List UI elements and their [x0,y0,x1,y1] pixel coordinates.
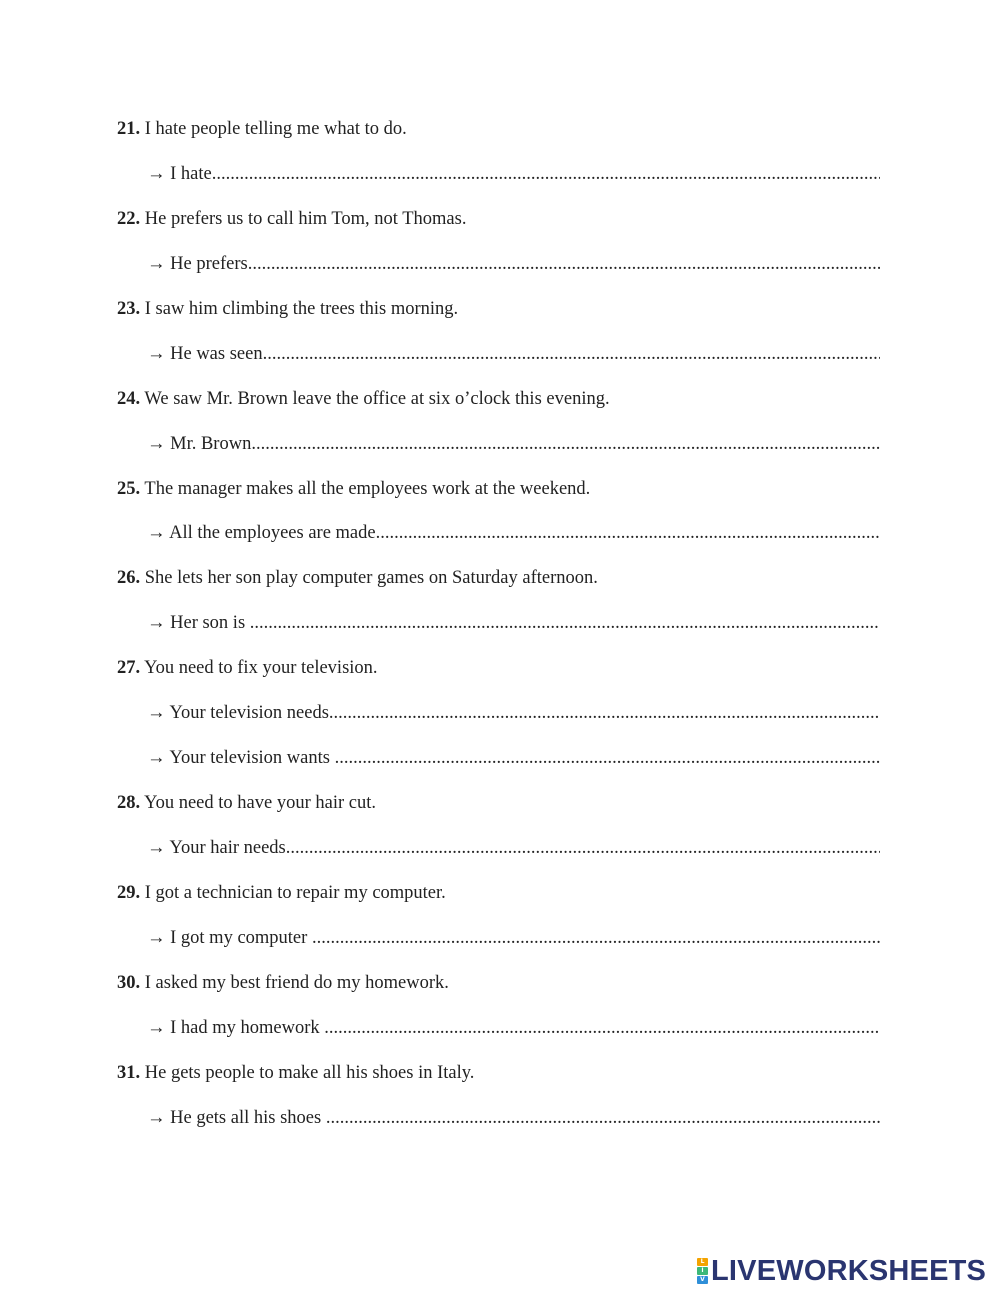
question-number: 31. [117,1063,141,1083]
logo-block: I [697,1267,708,1275]
question-27 [117,657,378,679]
answer-blank-field[interactable] [329,702,880,724]
question-26 [117,567,598,589]
answer-prompt: → Mr. Brown [147,434,252,454]
question-number: 28. [117,793,141,813]
question-number: 30. [117,973,141,993]
answer-prompt: → Your television needs [147,703,329,723]
question-29 [117,882,446,904]
question-number: 24. [117,389,141,409]
answer-line-26 [147,612,880,634]
question-31 [117,1062,474,1084]
answer-line-24 [147,433,880,455]
question-number: 29. [117,883,141,903]
question-number: 26. [117,568,141,588]
answer-line-31 [147,1107,880,1129]
answer-blank-field[interactable] [324,1017,880,1039]
answer-blank-field[interactable] [212,163,880,185]
question-number: 22. [117,209,141,229]
logo-text: LIVEWORKSHEETS [711,1255,987,1287]
answer-line-23 [147,343,880,365]
answer-blank-field[interactable] [250,612,880,634]
question-text: You need to have your hair cut. [144,793,376,813]
answer-prompt: → I hate [147,164,212,184]
question-text: I got a technician to repair my computer. [144,883,446,903]
logo-block: L [697,1258,708,1266]
question-text: I asked my best friend do my homework. [144,973,449,993]
answer-blank-field[interactable] [335,747,880,769]
question-28 [117,792,376,814]
answer-line-30 [147,1017,880,1039]
question-25 [117,478,590,500]
answer-prompt: → Your television wants [147,748,335,768]
question-text: He gets people to make all his shoes in Italy. [144,1063,475,1083]
question-text: You need to fix your television. [144,658,378,678]
question-number: 21. [117,119,141,139]
question-30 [117,972,449,994]
question-21 [117,118,407,140]
answer-prompt: → Her son is [147,613,250,633]
answer-blank-field[interactable] [286,837,880,859]
question-22 [117,208,466,230]
answer-prompt: → He prefers [147,254,248,274]
question-24 [117,388,610,410]
question-23 [117,298,458,320]
answer-blank-field[interactable] [312,927,880,949]
answer-blank-field[interactable] [326,1107,880,1129]
logo-block: V [697,1276,708,1284]
answer-prompt: → Your hair needs [147,838,286,858]
answer-line-21 [147,163,880,185]
answer-blank-field[interactable] [263,343,880,365]
logo-blocks-icon [697,1258,708,1284]
question-text: I hate people telling me what to do. [144,119,407,139]
answer-prompt: → He was seen [147,344,263,364]
answer-blank-field[interactable] [248,253,880,275]
answer-line-28 [147,837,880,859]
question-text: I saw him climbing the trees this morning. [144,299,459,319]
answer-line-27b [147,747,880,769]
answer-blank-field[interactable] [251,433,880,455]
answer-prompt: → I had my homework [147,1018,325,1038]
question-text: The manager makes all the employees work at the weekend. [144,479,591,499]
question-text: We saw Mr. Brown leave the office at six o’clock this evening. [144,389,610,409]
question-text: He prefers us to call him Tom, not Thomas. [144,209,467,229]
answer-line-25 [147,522,880,544]
answer-line-27a [147,702,880,724]
answer-prompt: → He gets all his shoes [147,1108,326,1128]
question-number: 23. [117,299,141,319]
question-text: She lets her son play computer games on Saturday afternoon. [144,568,598,588]
liveworksheets-logo [697,1255,986,1287]
answer-line-22 [147,253,880,275]
answer-prompt: → I got my computer [147,928,312,948]
answer-prompt: → All the employees are made [147,523,376,543]
answer-line-29 [147,927,880,949]
answer-blank-field[interactable] [376,522,880,544]
question-number: 27. [117,658,141,678]
question-number: 25. [117,479,141,499]
